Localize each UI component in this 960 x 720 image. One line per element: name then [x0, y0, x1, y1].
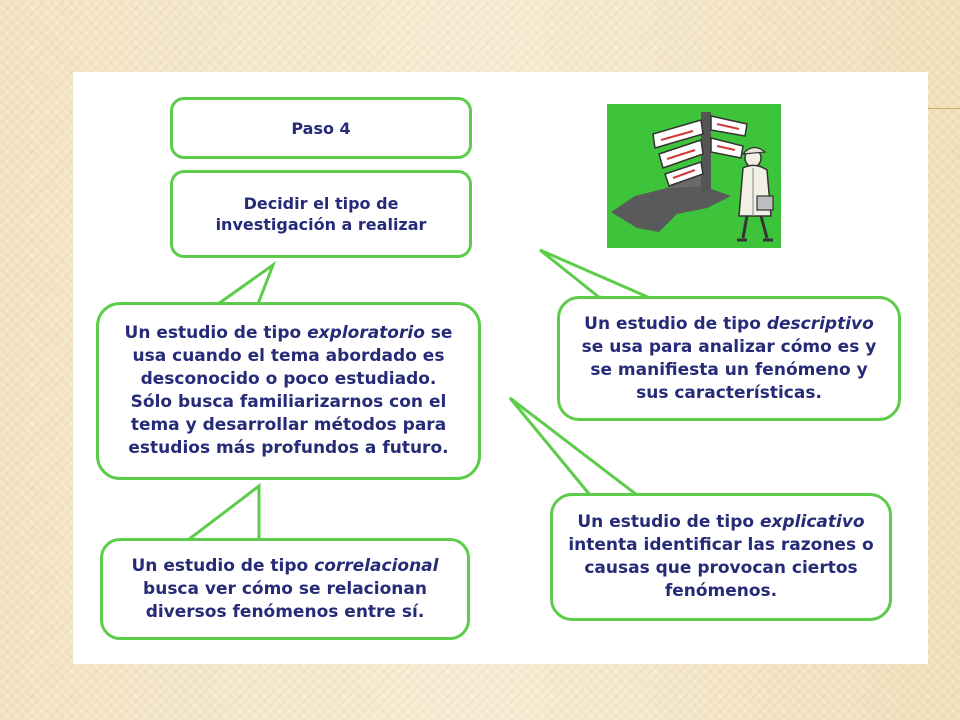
- signpost-traveler-icon: [607, 104, 781, 248]
- exploratory-description: se usa cuando el tema abordado es desconocido o poco estudiado. Sólo busca familiarizarnos con el tema y desarrollar métodos para estudios más profundos a futuro.: [128, 323, 453, 458]
- exploratory-text: [125, 322, 453, 460]
- decision-text: Decidir el tipo de investigación a realizar: [215, 194, 427, 234]
- descriptive-description: se usa para analizar cómo es y se manifiesta un fenómeno y sus características.: [581, 336, 877, 403]
- descriptive-intro: Un estudio de tipo: [584, 313, 767, 334]
- descriptive-callout-tail: [540, 250, 650, 298]
- step-box: [170, 97, 472, 159]
- exploratory-callout-tail: [218, 265, 273, 304]
- exploratory-intro: Un estudio de tipo: [124, 323, 308, 343]
- descriptive-type: descriptivo: [766, 313, 874, 334]
- explicative-intro: Un estudio de tipo: [577, 512, 761, 532]
- correlational-callout-tail: [188, 486, 259, 540]
- descriptive-study-box: [557, 296, 901, 421]
- decision-box: [170, 170, 472, 258]
- descriptive-text: [582, 313, 877, 405]
- explicative-description: intenta identificar las razones o causas que provocan ciertos fenómenos.: [568, 535, 874, 601]
- correlational-description: busca ver cómo se relacionan diversos fenómenos entre sí.: [143, 578, 427, 622]
- correlational-intro: Un estudio de tipo: [131, 555, 315, 576]
- correlational-type: correlacional: [314, 555, 439, 576]
- step-label: Paso 4: [291, 118, 351, 138]
- explicative-type: explicativo: [760, 512, 865, 532]
- explicative-text: [568, 511, 873, 603]
- slide-decoration-line: [928, 108, 960, 109]
- exploratory-study-box: [96, 302, 481, 480]
- exploratory-type: exploratorio: [307, 323, 425, 343]
- correlational-text: [132, 555, 439, 624]
- correlational-study-box: [100, 538, 470, 640]
- diagram-panel: [73, 72, 928, 664]
- explicative-study-box: [550, 493, 892, 621]
